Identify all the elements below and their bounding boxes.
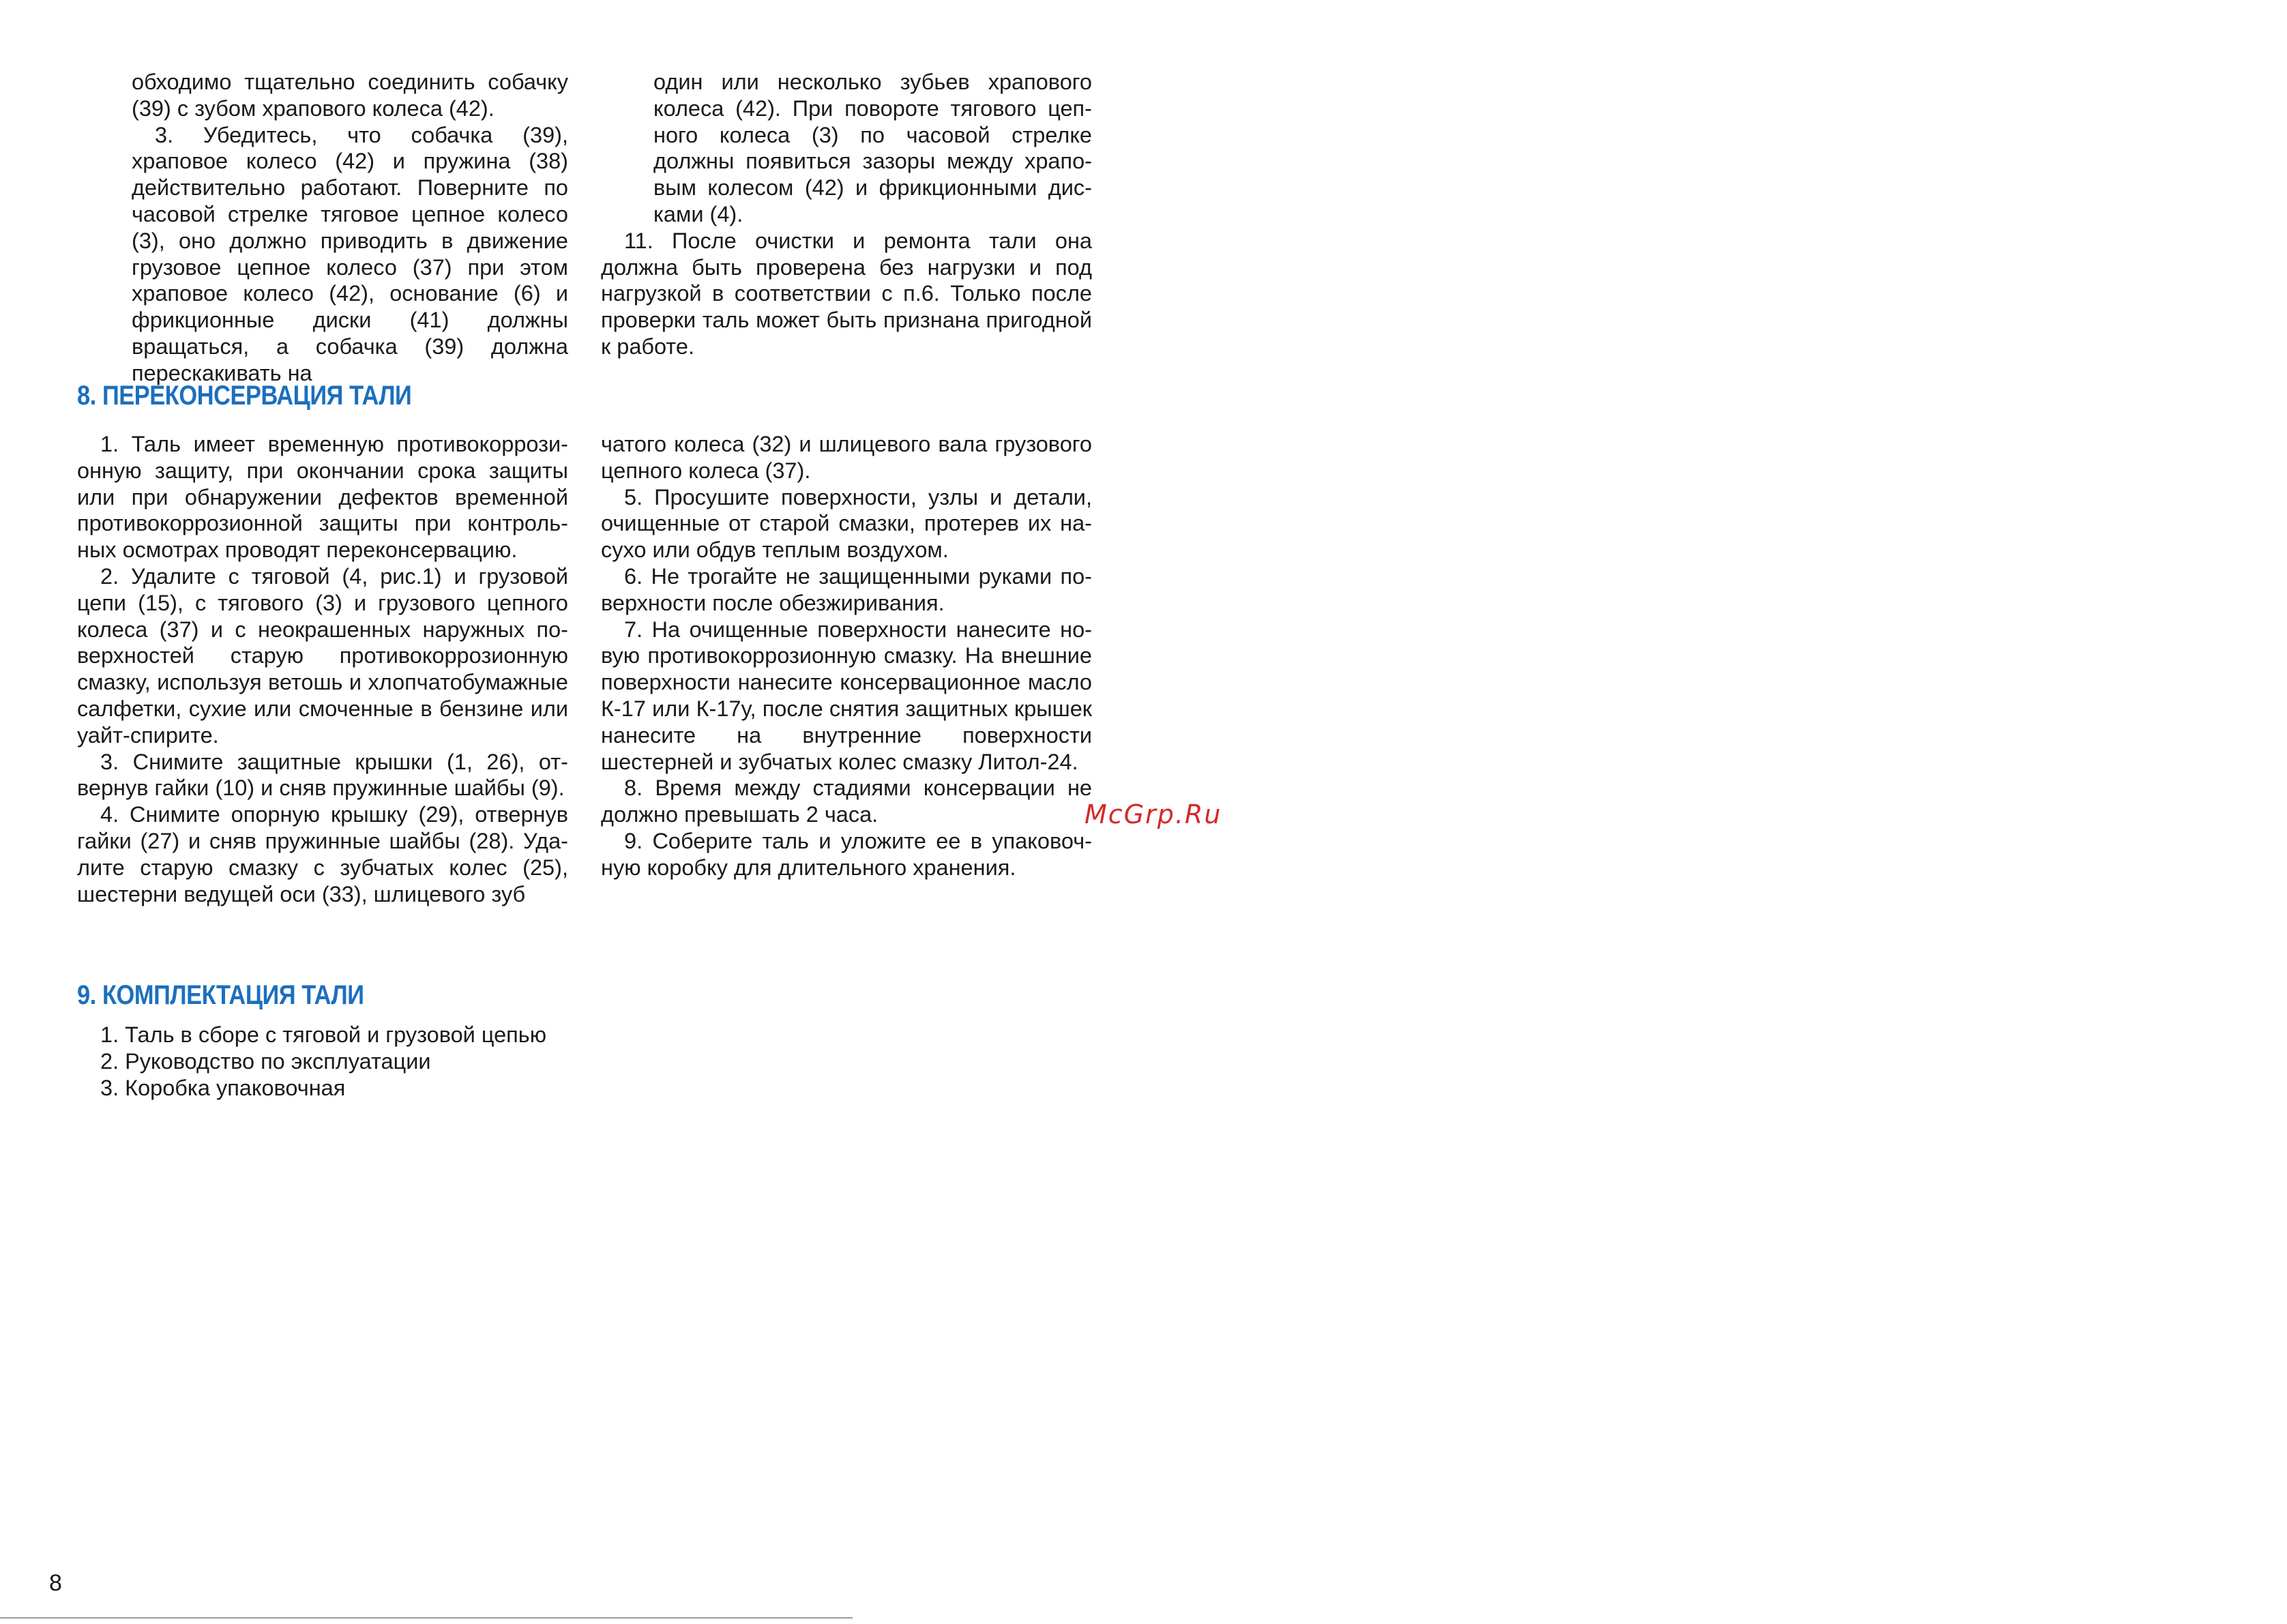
paragraph: 9. Соберите таль и уложите ее в упаковочную коробку для длительного хранения. — [601, 828, 1092, 880]
paragraph: 4. Снимите опорную крышку (29), отвернув гайки (27) и сняв пружинные шайбы (28). Удалите старую смазку с зубчатых колес (25), шестерни ведущей оси (33), шлицевого зуб — [77, 802, 568, 906]
paragraph: 2. Удалите с тяговой (4, рис.1) и грузовой цепи (15), с тягового (3) и грузового цепного колеса (37) и с неокрашенных наружных поверхностей старую противокоррозионную смазку, используя ветошь и хлопчатобумажные салфетки, сухие или смоченные в бензине или уайт-спирите. — [77, 563, 568, 748]
section-8-heading: 8. ПЕРЕКОНСЕРВАЦИЯ ТАЛИ — [77, 381, 412, 411]
paragraph: 3. Снимите защитные крышки (1, 26), отвернув гайки (10) и сняв пружинные шайбы (9). — [77, 749, 568, 801]
paragraph: 3. Убедитесь, что собачка (39), храповое колесо (42) и пружина (38) действительно работают. Поверните по часовой стрелке тяговое цепное колесо (3), оно должно приводить в движение грузовое цепное колесо (37) при этом храповое колесо (42), основание (6) и фрикционные диски (41) должны вращаться, а собачка (39) должна перескакивать на — [132, 122, 568, 385]
page-number: 8 — [49, 1570, 62, 1596]
section-8-right-column — [601, 431, 1092, 881]
paragraph: один или несколько зубьев храпового колеса (42). При повороте тягового цепного колеса (3) по часовой стрелке должны появиться зазоры между храповым колесом (42) и фрикционными дисками (4). — [653, 70, 1092, 226]
list-item: 1. Таль в сборе с тяговой и грузовой цепью — [100, 1022, 547, 1047]
paragraph: 5. Просушите поверхности, узлы и детали, очищенные от старой смазки, протерев их насухо или обдув теплым воздухом. — [601, 484, 1092, 563]
top-right-column — [601, 69, 1092, 360]
watermark-link[interactable]: McGrp.Ru — [1085, 799, 1222, 829]
paragraph: 11. После очистки и ремонта тали она должна быть проверена без нагрузки и под нагрузкой в соответствии с п.6. Только после проверки таль может быть признана пригодной к работе. — [601, 228, 1092, 359]
list-item: 2. Руководство по эксплуатации — [100, 1048, 431, 1074]
top-left-column — [132, 69, 568, 387]
bottom-divider — [0, 1617, 853, 1619]
paragraph: 7. На очищенные поверхности нанесите новую противокоррозионную смазку. На внешние поверхности нанесите консервационное масло К-17 или К-17у, после снятия защитных крышек нанесите на внутренние поверхности шестерней и зубчатых колес смазку Литол-24. — [601, 617, 1092, 774]
paragraph: обходимо тщательно соединить собачку (39) с зубом храпового колеса (42). — [132, 70, 568, 121]
section-8-left-column — [77, 431, 568, 907]
section-9-heading: 9. КОМПЛЕКТАЦИЯ ТАЛИ — [77, 980, 364, 1010]
section-9-list — [77, 1022, 623, 1101]
paragraph: 1. Таль имеет временную противокоррозионную защиту, при окончании срока защиты или при обнаружении дефектов временной противокоррозионной защиты при контрольных осмотрах проводят переконсервацию. — [77, 432, 568, 563]
paragraph: 6. Не трогайте не защищенными руками поверхности после обезжиривания. — [601, 563, 1092, 615]
paragraph: чатого колеса (32) и шлицевого вала грузового цепного колеса (37). — [601, 432, 1092, 483]
list-item: 3. Коробка упаковочная — [100, 1075, 346, 1100]
paragraph: 8. Время между стадиями консервации не должно превышать 2 часа. — [601, 776, 1092, 827]
